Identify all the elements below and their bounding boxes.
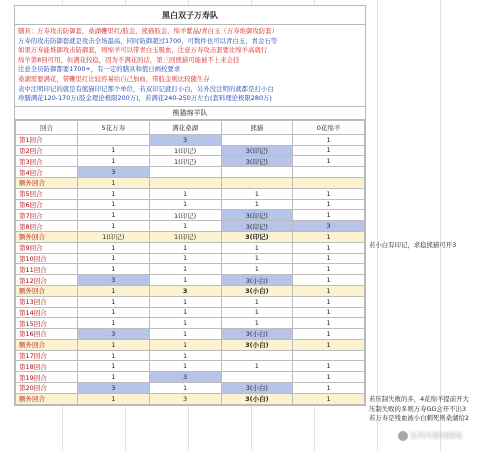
skill-cell [221,350,293,361]
table-row [16,296,365,307]
round-label: 第10回合 [16,253,78,264]
skill-cell: 1 [293,383,365,394]
skill-cell: 1 [293,372,365,383]
skill-cell: 1 [221,253,293,264]
table-row [16,372,365,383]
skill-cell: 3(小白) [221,275,293,286]
skill-cell: 1 [149,242,221,253]
column-header: 0花绵羊 [293,120,365,134]
skill-cell: 3 [78,383,150,394]
round-label: 第13回合 [16,296,78,307]
skill-cell: 1 [293,361,365,372]
skill-cell: 3(小白) [221,383,293,394]
skill-cell: 1 [78,307,150,318]
side-note [369,395,469,424]
skill-cell: 1 [293,145,365,156]
skill-cell: 1 [149,275,221,286]
skill-cell: 1 [293,242,365,253]
table-row [16,199,365,210]
skill-cell: 3(小白) [221,339,293,350]
round-label: 第4回合 [16,167,78,178]
skill-cell: 3 [78,275,150,286]
skill-cell: 3(印记) [221,231,293,242]
skill-cell: 1 [149,350,221,361]
skill-cell: 1(印记) [149,145,221,156]
column-header: 熊猫 [221,120,293,134]
skill-cell: 3 [149,393,221,404]
rounds-table [15,120,365,405]
table-row [16,329,365,340]
skill-cell: 1 [293,275,365,286]
round-label: 额外回合 [16,231,78,242]
skill-cell: 1 [78,296,150,307]
skill-cell: 1 [78,253,150,264]
round-label: 第17回合 [16,350,78,361]
round-label: 第7回合 [16,210,78,221]
skill-cell: 1 [293,253,365,264]
skill-cell: 1 [78,393,150,404]
skill-cell: 1 [149,329,221,340]
round-label: 第1回合 [16,134,78,145]
skill-cell: 1(印记) [78,231,150,242]
note-line: 膳具：万寿攻击防御套，桑湖鞭里红/肢金，熊猫肢金，绵羊紫晶/青白玉（万寿堆御攻防套） [18,27,278,35]
skill-cell: 1(印记) [149,210,221,221]
skill-cell [149,177,221,188]
table-row [16,145,365,156]
note-line: 绵羊第8回可用，但满花较稳，因为不满花的话，第三回熊猫可能被不上来会挂 [18,55,240,64]
skill-cell: 1 [78,264,150,275]
skill-cell: 1 [149,296,221,307]
round-label: 第6回合 [16,199,78,210]
skill-cell: 1 [293,156,365,167]
note-line: 万寿的攻击防御套就是攻击全场最高，同时防御超过1700，可数件也可以青白玉，青金石等 [18,36,278,45]
watermark-logo-icon [398,431,408,441]
table-header-row [16,120,365,134]
side-note-line: 压制失败的多则万寿GG会开不出3 [369,404,467,413]
skill-cell: 1 [293,307,365,318]
watermark-text: 东风外服攻略组 [410,431,463,440]
round-label: 第15回合 [16,318,78,329]
skill-cell: 3 [149,372,221,383]
skill-cell: 1 [149,361,221,372]
side-note-line: 若万寿是残血被小白刺死则桑湖给2 [369,414,469,423]
skill-cell: 1 [293,393,365,404]
round-label: 第11回合 [16,264,78,275]
skill-cell: 1 [78,361,150,372]
skill-cell: 3 [149,285,221,296]
skill-cell [293,350,365,361]
note-line: 桑湖需要满花，带鞭里红比较容易给自己加血，带肢金则比较随生存 [18,74,210,83]
skill-cell: 1(印记) [149,156,221,167]
skill-cell: 1 [78,318,150,329]
table-row [16,318,365,329]
skill-cell: 1 [149,307,221,318]
table-row [16,264,365,275]
round-label: 第8回合 [16,221,78,232]
skill-cell: 1 [293,339,365,350]
skill-cell: 1 [78,177,150,188]
skill-cell: 1 [293,285,365,296]
skill-cell: 1 [293,210,365,221]
table-row [16,210,365,221]
skill-cell: 1 [149,188,221,199]
skill-cell: 1 [293,296,365,307]
notes-block [15,25,365,107]
round-label: 第16回合 [16,329,78,340]
skill-cell: 1 [149,383,221,394]
round-label: 第14回合 [16,307,78,318]
side-note-line: 若压制失败的多，4花绵羊提前开大 [369,395,469,403]
skill-cell: 3(印记) [221,145,293,156]
table-row [16,307,365,318]
table-row [16,221,365,232]
skill-cell: 1 [149,199,221,210]
strategy-table-block [14,5,366,406]
skill-cell: 1 [221,199,293,210]
skill-cell: 3 [149,134,221,145]
skill-cell: 1 [293,199,365,210]
skill-cell: 1 [78,242,150,253]
skill-cell: 3(印记) [221,156,293,167]
skill-cell: 1 [221,242,293,253]
column-header: 满花桑湖 [149,120,221,134]
table-row [16,242,365,253]
table-row [16,231,365,242]
skill-cell: 1 [149,339,221,350]
skill-cell: 1 [149,221,221,232]
skill-cell: 1 [149,318,221,329]
skill-cell: 1 [293,231,365,242]
table-row [16,188,365,199]
table-row [16,361,365,372]
table-row [16,275,365,286]
skill-cell: 1 [221,296,293,307]
skill-cell: 1 [221,318,293,329]
skill-cell: 3(印记) [221,210,293,221]
skill-cell: 1 [293,134,365,145]
skill-cell: 1 [149,264,221,275]
skill-cell: 3(小白) [221,393,293,404]
round-label: 第3回合 [16,156,78,167]
table-row [16,167,365,178]
round-label: 第18回合 [16,361,78,372]
skill-cell: 1 [149,253,221,264]
skill-cell: 1 [78,145,150,156]
round-label: 第12回合 [16,275,78,286]
skill-cell: 1 [221,188,293,199]
table-row [16,177,365,188]
column-header: 回合 [16,120,78,134]
skill-cell [78,134,150,145]
skill-cell: 1(印记) [149,231,221,242]
skill-cell [293,177,365,188]
table-row [16,350,365,361]
skill-cell: 1 [293,329,365,340]
note-line: 表中注明印记的就是有熊猫印记那个单位，若双印记就打小白，另外没注明的就都是打小白 [18,84,274,93]
skill-cell [221,177,293,188]
skill-cell: 1 [78,188,150,199]
skill-cell [221,372,293,383]
round-label: 额外回合 [16,339,78,350]
skill-cell: 1 [293,188,365,199]
round-label: 额外回合 [16,177,78,188]
skill-cell [149,167,221,178]
column-header: 5花万寿 [78,120,150,134]
skill-cell: 1 [293,264,365,275]
team-label: 熊猫绵羊队 [15,107,365,120]
round-label: 额外回合 [16,393,78,404]
skill-cell: 1 [78,372,150,383]
round-label: 额外回合 [16,285,78,296]
note-line: 如果万寿能堆御攻击防御套，则绵羊可以带青白玉吸血，注意万寿攻击套要比绵羊高就行 [18,46,268,55]
skill-cell: 3 [293,221,365,232]
table-row [16,383,365,394]
round-label: 第9回合 [16,242,78,253]
skill-cell [221,134,293,145]
skill-cell: 1 [221,307,293,318]
side-note-line: 若小白有印记，求稳熊猫可开3 [369,241,457,249]
table-row [16,134,365,145]
skill-cell: 1 [78,210,150,221]
note-line: 注意全员防御都要1700+，有一定的膳具和值日画校要求 [18,65,181,74]
round-label: 第5回合 [16,188,78,199]
skill-cell: 3 [78,329,150,340]
skill-cell: 1 [78,221,150,232]
side-note [369,241,456,251]
table-row [16,156,365,167]
skill-cell: 3(印记) [221,221,293,232]
skill-cell: 1 [78,285,150,296]
table-row [16,253,365,264]
skill-cell: 3(小白) [221,285,293,296]
skill-cell: 3(小白) [221,329,293,340]
table-row [16,393,365,404]
table-row [16,339,365,350]
skill-cell: 1 [78,350,150,361]
round-label: 第2回合 [16,145,78,156]
round-label: 第19回合 [16,372,78,383]
skill-cell: 3 [78,167,150,178]
skill-cell: 1 [221,264,293,275]
skill-cell [293,167,365,178]
skill-cell: 1 [293,318,365,329]
skill-cell: 1 [78,156,150,167]
note-line: 珍膳满花120-170万(肢金理论极限200万)，若满花240-250万左右(套料理论极限280万) [18,94,272,103]
skill-cell: 1 [78,199,150,210]
skill-cell [221,167,293,178]
watermark [398,430,463,441]
round-label: 第20回合 [16,383,78,394]
skill-cell: 1 [78,339,150,350]
page-title: 黑白双子万寿队 [15,6,365,25]
table-row [16,285,365,296]
skill-cell: 1 [221,361,293,372]
